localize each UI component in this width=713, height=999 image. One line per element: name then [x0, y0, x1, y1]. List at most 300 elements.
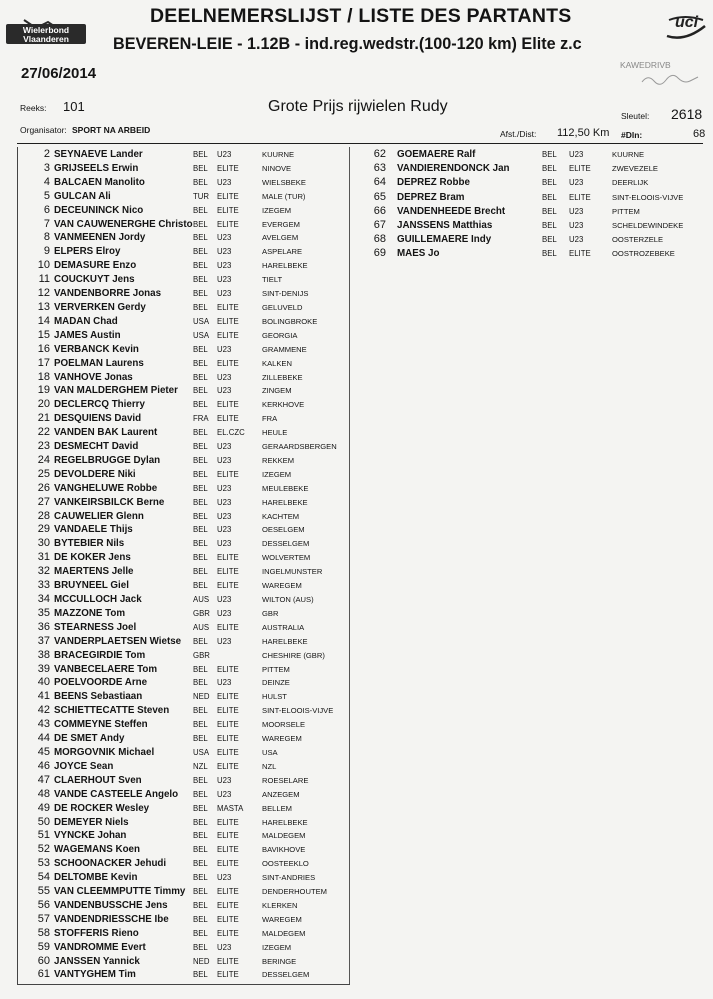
rider-name: CAUWELIER Glenn — [54, 510, 144, 522]
rider-row — [17, 370, 349, 384]
rider-nationality: BEL — [193, 163, 208, 173]
rider-town: KLERKEN — [262, 900, 298, 910]
rider-name: STOFFERIS Rieno — [54, 927, 139, 939]
rider-category: ELITE — [217, 692, 239, 702]
rider-row — [17, 898, 349, 912]
sleutel-value: 2618 — [671, 106, 703, 122]
rider-nationality: BEL — [193, 497, 208, 507]
rider-number: 6 — [43, 203, 50, 216]
rider-name: VANDERPLAETSEN Wietse — [54, 635, 182, 647]
rider-nationality: BEL — [193, 177, 208, 187]
rider-row — [17, 272, 349, 286]
rider-number: 17 — [37, 356, 50, 369]
rider-number: 31 — [37, 551, 50, 564]
rider-number: 30 — [37, 537, 50, 550]
rider-category: ELITE — [569, 192, 591, 202]
rider-town: SINT-ELOOIS-VIJVE — [612, 192, 684, 202]
rider-number: 23 — [37, 440, 50, 453]
rider-nationality: BEL — [193, 275, 208, 285]
rider-town: BELLEM — [262, 803, 292, 813]
rider-town: KALKEN — [262, 358, 292, 368]
rider-town: IZEGEM — [262, 469, 292, 479]
rider-nationality: BEL — [193, 247, 208, 257]
rider-name: COUCKUYT Jens — [54, 274, 135, 286]
rider-name: VANDEN BAK Laurent — [54, 427, 158, 439]
rider-row — [17, 884, 349, 898]
rider-town: GRAMMENE — [262, 344, 307, 354]
rider-nationality: BEL — [193, 469, 208, 479]
rider-name: STEARNESS Joel — [54, 621, 137, 633]
rider-town: BOLINGBROKE — [262, 316, 318, 326]
rider-name: VYNCKE Johan — [54, 830, 127, 842]
rider-category: ELITE — [217, 205, 239, 215]
rider-name: DEMASURE Enzo — [54, 260, 137, 272]
rider-town: IZEGEM — [262, 942, 292, 952]
rider-name: VAN CAUWENERGHE Christo — [54, 218, 193, 230]
rider-town: USA — [262, 747, 278, 757]
rider-row — [17, 675, 349, 689]
rider-town: WAREGEM — [262, 581, 302, 591]
rider-row — [17, 314, 349, 328]
rider-row — [17, 467, 349, 481]
rider-nationality: BEL — [542, 178, 557, 188]
rider-town: ASPELARE — [262, 247, 303, 257]
rider-town: HARELBEKE — [262, 261, 308, 271]
rider-nationality: BEL — [542, 249, 557, 259]
rider-category: ELITE — [217, 887, 239, 897]
rider-row — [17, 522, 349, 536]
rider-name: GRIJSEELS Erwin — [54, 162, 139, 174]
rider-number: 19 — [37, 384, 50, 397]
rider-name: DESQUIENS David — [54, 413, 142, 425]
rider-number: 64 — [373, 176, 386, 189]
rider-town: PITTEM — [612, 206, 640, 216]
rider-number: 53 — [37, 857, 50, 870]
rider-row — [17, 870, 349, 884]
rider-town: BERINGE — [262, 956, 297, 966]
rider-number: 11 — [38, 273, 50, 286]
rider-nationality: BEL — [193, 581, 208, 591]
rider-town: WAREGEM — [262, 734, 302, 744]
rider-town: HARELBEKE — [262, 817, 308, 827]
rider-nationality: BEL — [193, 900, 208, 910]
rider-name: VANKEIRSBILCK Berne — [54, 496, 165, 508]
rider-row — [369, 190, 709, 204]
rider-category: ELITE — [217, 831, 239, 841]
rider-nationality: BEL — [193, 706, 208, 716]
rider-nationality: BEL — [193, 789, 208, 799]
rider-category: U23 — [217, 150, 232, 159]
organisator-value: SPORT NA ARBEID — [72, 125, 151, 135]
rider-number: 28 — [37, 509, 50, 522]
rider-nationality: BEL — [193, 428, 208, 438]
rider-town: ANZEGEM — [262, 789, 300, 799]
rider-nationality: BEL — [193, 455, 208, 465]
rider-row — [369, 232, 709, 246]
rider-category: U23 — [217, 608, 232, 618]
rider-category: U23 — [217, 275, 232, 285]
rider-town: WIELSBEKE — [262, 177, 306, 187]
rider-category: U23 — [217, 595, 232, 604]
rider-town: IZEGEM — [262, 205, 292, 215]
rider-number: 57 — [37, 912, 50, 925]
rider-nationality: GBR — [193, 608, 210, 618]
rider-name: BALCAEN Manolito — [54, 176, 145, 188]
rider-town: KACHTEM — [262, 511, 300, 521]
rider-nationality: BEL — [193, 400, 208, 410]
rider-row — [369, 204, 709, 218]
rider-category: ELITE — [217, 845, 239, 855]
rider-name: SCHOONACKER Jehudi — [54, 858, 167, 870]
rider-name: DEVOLDERE Niki — [54, 468, 136, 480]
rider-number: 44 — [37, 732, 50, 745]
rider-town: EVERGEM — [262, 219, 300, 229]
rider-row — [17, 564, 349, 578]
rider-number: 27 — [37, 495, 50, 508]
rider-number: 52 — [37, 843, 50, 856]
rider-town: WILTON (AUS) — [262, 595, 314, 604]
rider-category: U23 — [217, 789, 232, 799]
rider-name: VANDAELE Thijs — [54, 524, 133, 536]
rider-number: 12 — [37, 287, 50, 300]
rider-name: VANDROMME Evert — [54, 941, 146, 953]
rider-nationality: USA — [193, 747, 210, 757]
rider-nationality: BEL — [542, 150, 557, 159]
rider-town: CHESHIRE (GBR) — [262, 650, 325, 660]
rider-name: COMMEYNE Steffen — [54, 719, 148, 731]
rider-number: 33 — [37, 579, 50, 592]
rider-category: ELITE — [217, 720, 239, 730]
rider-town: ROESELARE — [262, 775, 309, 785]
rider-number: 4 — [43, 175, 50, 188]
rider-nationality: BEL — [193, 720, 208, 730]
rider-row — [17, 801, 349, 815]
rider-number: 22 — [37, 426, 50, 439]
page-title: DEELNEMERSLIJST / LISTE DES PARTANTS — [150, 5, 572, 27]
rider-name: VANGHELUWE Robbe — [54, 482, 158, 494]
rider-category: ELITE — [217, 928, 239, 938]
rider-category: ELITE — [217, 970, 239, 980]
rider-nationality: BEL — [193, 887, 208, 897]
rider-nationality: BEL — [193, 914, 208, 924]
rider-category: ELITE — [569, 249, 591, 259]
rider-row — [17, 662, 349, 676]
rider-name: DECEUNINCK Nico — [54, 204, 144, 216]
rider-category: U23 — [217, 372, 232, 382]
rider-row — [17, 954, 349, 968]
rider-number: 49 — [37, 801, 50, 814]
rider-row — [17, 300, 349, 314]
rider-name: MAZZONE Tom — [54, 607, 126, 619]
sleutel-label: Sleutel: — [621, 111, 650, 121]
rider-row — [17, 828, 349, 842]
rider-name: WAGEMANS Koen — [54, 844, 140, 856]
rider-category: U23 — [217, 539, 232, 549]
rider-nationality: GBR — [193, 650, 210, 660]
rider-nationality: NED — [193, 956, 210, 966]
rider-town: NZL — [262, 761, 277, 771]
rider-number: 13 — [37, 300, 50, 313]
rider-number: 2 — [43, 148, 50, 160]
rider-nationality: BEL — [193, 261, 208, 271]
wielerbond-vlaanderen-logo — [6, 18, 88, 46]
rider-town: MEULEBEKE — [262, 483, 309, 493]
rider-town: DENDERHOUTEM — [262, 887, 327, 897]
participants-label: #Dln: — [621, 130, 643, 140]
rider-row — [17, 717, 349, 731]
rider-row — [17, 842, 349, 856]
rider-nationality: BEL — [193, 553, 208, 563]
rider-town: SINT-ELOOIS-VIJVE — [262, 706, 334, 716]
rider-category: ELITE — [217, 469, 239, 479]
rider-number: 35 — [37, 606, 50, 619]
rider-nationality: BEL — [542, 206, 557, 216]
rider-category: U23 — [217, 873, 232, 883]
rider-category: U23 — [217, 775, 232, 785]
rider-name: MADAN Chad — [54, 315, 118, 327]
rider-category: U23 — [569, 220, 584, 230]
rider-name: DEPREZ Robbe — [397, 177, 470, 189]
rider-row — [369, 218, 709, 232]
rider-town: DESSELGEM — [262, 539, 310, 549]
rider-category: U23 — [569, 150, 584, 159]
svg-text:Vlaanderen: Vlaanderen — [23, 34, 69, 44]
rider-number: 36 — [37, 620, 50, 633]
rider-nationality: FRA — [193, 414, 209, 424]
rider-nationality: BEL — [193, 734, 208, 744]
rider-number: 20 — [37, 398, 50, 411]
rider-nationality: BEL — [193, 219, 208, 229]
rider-nationality: BEL — [193, 678, 208, 688]
rider-nationality: BEL — [193, 636, 208, 646]
rider-nationality: BEL — [193, 233, 208, 243]
rider-category: U23 — [217, 261, 232, 271]
rider-name: DE KOKER Jens — [54, 552, 131, 564]
rider-name: VERVERKEN Gerdy — [54, 301, 146, 313]
rider-category: U23 — [217, 525, 232, 535]
rider-name: MAERTENS Jelle — [54, 566, 134, 578]
rider-row — [17, 189, 349, 203]
rider-town: WAREGEM — [262, 914, 302, 924]
rider-number: 54 — [37, 871, 50, 884]
rider-row — [17, 912, 349, 926]
rider-nationality: TUR — [193, 191, 210, 201]
rider-name: VANDE CASTEELE Angelo — [54, 788, 179, 800]
rider-nationality: BEL — [193, 511, 208, 521]
rider-category: U23 — [217, 497, 232, 507]
table-bottom-border — [17, 984, 350, 985]
rider-number: 61 — [37, 968, 50, 981]
rider-row — [369, 175, 709, 189]
rider-row — [17, 397, 349, 411]
rider-number: 29 — [37, 523, 50, 536]
participants-value: 68 — [693, 128, 706, 140]
rider-category: ELITE — [217, 734, 239, 744]
rider-name: VANDENHEEDE Brecht — [397, 205, 506, 217]
riders-list-right — [369, 147, 709, 261]
rider-name: DE SMET Andy — [54, 733, 125, 745]
rider-row — [369, 161, 709, 175]
rider-nationality: BEL — [193, 845, 208, 855]
rider-nationality: BEL — [542, 220, 557, 230]
rider-category: ELITE — [217, 163, 239, 173]
rider-category: U23 — [217, 678, 232, 688]
rider-town: SINT-DENIJS — [262, 289, 309, 299]
riders-list-left — [17, 147, 349, 981]
rider-nationality: BEL — [193, 831, 208, 841]
rider-nationality: BEL — [193, 928, 208, 938]
rider-name: VANDENDRIESSCHE Ibe — [54, 913, 169, 925]
rider-row — [17, 731, 349, 745]
rider-category: ELITE — [217, 859, 239, 869]
rider-row — [17, 759, 349, 773]
rider-town: REKKEM — [262, 455, 295, 465]
rider-row — [17, 356, 349, 370]
rider-name: GOEMAERE Ralf — [397, 149, 476, 160]
rider-nationality: BEL — [193, 942, 208, 952]
rider-nationality: NED — [193, 692, 210, 702]
rider-number: 40 — [37, 676, 50, 689]
rider-nationality: BEL — [193, 803, 208, 813]
rider-nationality: BEL — [193, 567, 208, 577]
race-subtitle: BEVEREN-LEIE - 1.12B - ind.reg.wedstr.(100-120 km) Elite z.c — [113, 35, 582, 53]
rider-category: ELITE — [217, 956, 239, 966]
rider-nationality: BEL — [193, 539, 208, 549]
rider-town: KUURNE — [612, 150, 645, 159]
rider-number: 9 — [43, 245, 50, 258]
rider-town: PITTEM — [262, 664, 290, 674]
rider-category: ELITE — [217, 553, 239, 563]
rider-town: SCHELDEWINDEKE — [612, 220, 684, 230]
rider-number: 68 — [373, 233, 386, 246]
rider-category: ELITE — [217, 817, 239, 827]
rider-number: 38 — [37, 648, 50, 661]
rider-category: ELITE — [217, 581, 239, 591]
rider-town: SINT-ANDRIES — [262, 873, 316, 883]
rider-category: ELITE — [217, 567, 239, 577]
rider-town: KERKHOVE — [262, 400, 305, 410]
rider-nationality: BEL — [193, 386, 208, 396]
rider-name: DEMEYER Niels — [54, 816, 129, 828]
rider-town: GELUVELD — [262, 302, 303, 312]
rider-category: U23 — [569, 206, 584, 216]
rider-category: ELITE — [569, 164, 591, 174]
rider-name: GULCAN Ali — [54, 190, 111, 202]
rider-name: VANTYGHEM Tim — [54, 969, 136, 981]
rider-town: FRA — [262, 414, 278, 424]
rider-name: VERBANCK Kevin — [54, 343, 139, 355]
rider-number: 43 — [37, 718, 50, 731]
rider-row — [17, 161, 349, 175]
rider-nationality: USA — [193, 316, 210, 326]
rider-number: 46 — [37, 759, 50, 772]
rider-nationality: BEL — [193, 150, 208, 159]
rider-name: BRACEGIRDIE Tom — [54, 649, 146, 661]
rider-category: U23 — [217, 177, 232, 187]
rider-number: 39 — [37, 662, 50, 675]
rider-town: ZWEVEZELE — [612, 164, 658, 174]
rider-nationality: BEL — [193, 372, 208, 382]
rider-number: 60 — [37, 954, 50, 967]
rider-row — [17, 342, 349, 356]
rider-name: JANSSEN Yannick — [54, 955, 140, 967]
rider-town: MALDEGEM — [262, 831, 306, 841]
rider-row — [17, 453, 349, 467]
rider-category: ELITE — [217, 664, 239, 674]
rider-town: GBR — [262, 608, 279, 618]
rider-category: ELITE — [217, 316, 239, 326]
uci-logo — [663, 14, 707, 42]
rider-nationality: BEL — [193, 358, 208, 368]
rider-number: 69 — [373, 247, 386, 260]
rider-number: 15 — [37, 328, 50, 341]
rider-category: U23 — [217, 511, 232, 521]
rider-category: MASTA — [217, 803, 244, 813]
rider-row — [17, 606, 349, 620]
rider-nationality: BEL — [193, 873, 208, 883]
rider-row — [17, 773, 349, 787]
header-rule — [17, 143, 703, 144]
rider-number: 3 — [43, 161, 50, 174]
rider-row — [17, 620, 349, 634]
rider-nationality: BEL — [193, 289, 208, 299]
rider-town: OESELGEM — [262, 525, 305, 535]
rider-row — [17, 230, 349, 244]
rider-row — [17, 147, 349, 161]
rider-number: 10 — [37, 259, 50, 272]
rider-town: BAVIKHOVE — [262, 845, 306, 855]
rider-row — [17, 856, 349, 870]
rider-row — [17, 926, 349, 940]
rider-name: DESMECHT David — [54, 441, 139, 453]
rider-name: POELMAN Laurens — [54, 357, 144, 369]
rider-name: GUILLEMAERE Indy — [397, 234, 492, 246]
rider-row — [17, 495, 349, 509]
rider-number: 67 — [373, 218, 386, 231]
rider-number: 55 — [37, 885, 50, 898]
rider-category: U23 — [217, 483, 232, 493]
reeks-label: Reeks: — [20, 103, 47, 113]
rider-number: 26 — [37, 481, 50, 494]
rider-number: 14 — [37, 314, 50, 327]
rider-row — [17, 258, 349, 272]
rider-town: HULST — [262, 692, 287, 702]
rider-name: SCHIETTECATTE Steven — [54, 705, 170, 717]
rider-name: MAES Jo — [397, 248, 440, 260]
rider-nationality: BEL — [193, 817, 208, 827]
rider-nationality: BEL — [193, 483, 208, 493]
rider-name: DECLERCQ Thierry — [54, 399, 145, 411]
rider-name: MCCULLOCH Jack — [54, 594, 142, 605]
rider-name: VANDIERENDONCK Jan — [397, 163, 510, 175]
rider-category: ELITE — [217, 747, 239, 757]
rider-category: U23 — [217, 942, 232, 952]
rider-town: GEORGIA — [262, 330, 298, 340]
rider-name: POELVOORDE Arne — [54, 677, 148, 689]
rider-town: ZILLEBEKE — [262, 372, 303, 382]
rider-name: VANDENBORRE Jonas — [54, 288, 162, 300]
rider-nationality: USA — [193, 330, 210, 340]
rider-nationality: BEL — [193, 525, 208, 535]
rider-row — [17, 689, 349, 703]
distance-value: 112,50 Km — [557, 127, 610, 139]
uci-logo-text: uci — [675, 14, 699, 31]
rider-name: REGELBRUGGE Dylan — [54, 454, 161, 466]
rider-row — [17, 328, 349, 342]
rider-number: 56 — [37, 898, 50, 911]
rider-town: GERAARDSBERGEN — [262, 442, 337, 452]
rider-row — [17, 703, 349, 717]
